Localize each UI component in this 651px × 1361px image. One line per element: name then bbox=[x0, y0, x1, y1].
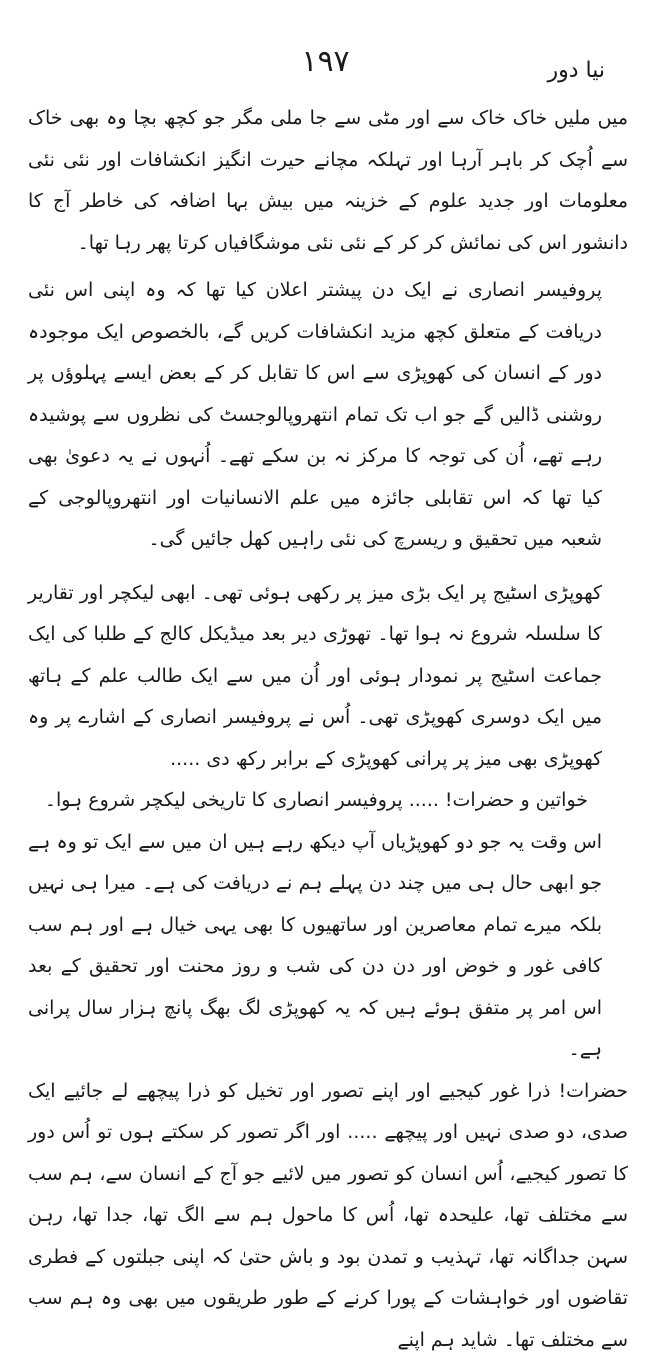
running-head-title: نیا دور bbox=[547, 58, 605, 83]
paragraph-3: کھوپڑی اسٹیج پر ایک بڑی میز پر رکھی ہوئی تھی۔ ابھی لیکچر اور تقاریر کا سلسلہ شروع نہ ہوا تھا۔ تھوڑی دیر بعد میڈیکل کالج کے طلبا کی ایک جماعت اسٹیج پر نمودار ہوئی اور اُن میں سے ایک طالب علم کے ہاتھ میں ایک دوسری کھوپڑی تھی۔ اُس نے پروفیسر انصاری کے اشارے پر وہ کھوپڑی بھی میز پر پرانی کھوپڑی کے برابر رکھ دی ..... bbox=[28, 573, 628, 781]
paragraph-4: خواتین و حضرات! ..... پروفیسر انصاری کا تاریخی لیکچر شروع ہوا۔ bbox=[28, 780, 628, 822]
paragraph-2: پروفیسر انصاری نے ایک دن پیشتر اعلان کیا تھا کہ وہ اپنی اس نئی دریافت کے متعلق کچھ مزید انکشافات کریں گے، بالخصوص ایک موجودہ دور کے انسان کی کھوپڑی سے اس کا تقابل کر کے بعض ایسے پہلوؤں پر روشنی ڈالیں گے جو اب تک تمام انتھروپالوجسٹ کی نظروں سے پوشیدہ رہے تھے، اُن کی توجہ کا مرکز نہ بن سکے تھے۔ اُنہوں نے یہ دعویٰ بھی کیا تھا کہ اس تقابلی جائزہ میں علم الانسانیات اور انتھروپالوجی کے شعبہ میں تحقیق و ریسرچ کی نئی راہیں کھل جائیں گی۔ bbox=[28, 270, 628, 561]
page-header bbox=[0, 40, 651, 90]
paragraph-5: اس وقت یہ جو دو کھوپڑیاں آپ دیکھ رہے ہیں ان میں سے ایک تو وہ ہے جو ابھی حال ہی میں چند دن پہلے ہم نے دریافت کی ہے۔ میرا ہی نہیں بلکہ میرے تمام معاصرین اور ساتھیوں کا بھی یہی خیال ہے اور ہم سب کافی غور و خوض اور دن دن کی شب و روز محنت اور تحقیق کے بعد اس امر پر متفق ہوئے ہیں کہ یہ کھوپڑی لگ بھگ پانچ ہزار سال پرانی ہے۔ bbox=[28, 822, 628, 1071]
body-text bbox=[28, 98, 628, 1361]
page-number: ۱۹۷ bbox=[0, 44, 651, 79]
paragraph-6: حضرات! ذرا غور کیجیے اور اپنے تصور اور تخیل کو ذرا پیچھے لے جائیے ایک صدی، دو صدی نہیں اور پیچھے ..... اور اگر تصور کر سکتے ہوں تو اُس دور کا تصور کیجیے، اُس انسان کو تصور میں لائیے جو آج کے انسان سے، ہم سب سے مختلف تھا، علیحدہ تھا، اُس کا ماحول ہم سے الگ تھا، جدا تھا، رہن سہن جداگانہ تھا، تہذیب و تمدن بود و باش حتیٰ کہ اپنی جبلتوں کے فطری تقاضوں اور خواہشات کے پورا کرنے کے طور طریقوں میں بھی وہ ہم سب سے مختلف تھا۔ شاید ہم اپنے bbox=[28, 1071, 628, 1361]
paragraph-1: میں ملیں خاک خاک سے اور مٹی سے جا ملی مگر جو کچھ بچا وہ بھی خاک سے اُچک کر باہر آرہا اور تہلکہ مچانے حیرت انگیز انکشافات اور نئی نئی معلومات اور جدید علوم کے خزینہ میں بیش بہا اضافہ کی خاطر آج کا دانشور اس کی نمائش کر کر کے نئی نئی موشگافیاں کرتا پھر رہا تھا۔ bbox=[28, 98, 628, 264]
